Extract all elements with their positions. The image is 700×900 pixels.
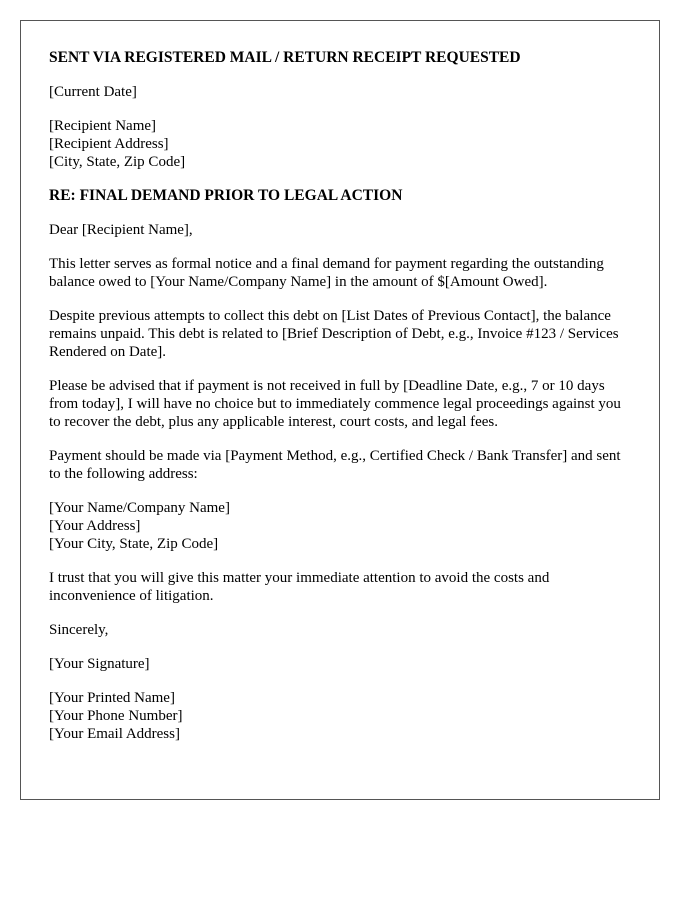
body-paragraph-notice: This letter serves as formal notice and a final demand for payment regarding the outstanding balance owed to [Your Name/Company Name] in the amount of $[Amount Owed].	[49, 256, 604, 290]
closing-paragraph: I trust that you will give this matter your immediate attention to avoid the costs and inconvenience of litigation.	[49, 570, 550, 604]
letter-date: [Current Date]	[49, 84, 137, 100]
body-paragraph-payment: Payment should be made via [Payment Method, e.g., Certified Check / Bank Transfer] and sent to the following address:	[49, 448, 621, 482]
body-paragraph-deadline: Please be advised that if payment is not received in full by [Deadline Date, e.g., 7 or 10 days from today], I will have no choice but to immediately commence legal proceedings against you to recover the debt, plus any applicable interest, court costs, and legal fees.	[49, 378, 621, 430]
payment-name: [Your Name/Company Name]	[49, 500, 230, 516]
payment-address-block	[49, 499, 631, 553]
recipient-name: [Recipient Name]	[49, 118, 157, 134]
closing: Sincerely,	[49, 622, 109, 638]
payment-address: [Your Address]	[49, 518, 141, 534]
sender-phone: [Your Phone Number]	[49, 708, 183, 724]
recipient-city: [City, State, Zip Code]	[49, 154, 186, 170]
salutation: Dear [Recipient Name],	[49, 222, 193, 238]
sender-block	[49, 689, 631, 743]
sender-printed-name: [Your Printed Name]	[49, 690, 175, 706]
body-paragraph-history: Despite previous attempts to collect this debt on [List Dates of Previous Contact], the balance remains unpaid. This debt is related to [Brief Description of Debt, e.g., Invoice #123 / Services Rendered on Date].	[49, 308, 619, 360]
recipient-block	[49, 117, 631, 171]
subject-heading: RE: FINAL DEMAND PRIOR TO LEGAL ACTION	[49, 187, 403, 204]
payment-city: [Your City, State, Zip Code]	[49, 536, 219, 552]
recipient-address: [Recipient Address]	[49, 136, 169, 152]
mail-notice-heading: SENT VIA REGISTERED MAIL / RETURN RECEIPT REQUESTED	[49, 49, 521, 66]
signature: [Your Signature]	[49, 656, 150, 672]
letter-document	[20, 20, 660, 800]
sender-email: [Your Email Address]	[49, 726, 180, 742]
